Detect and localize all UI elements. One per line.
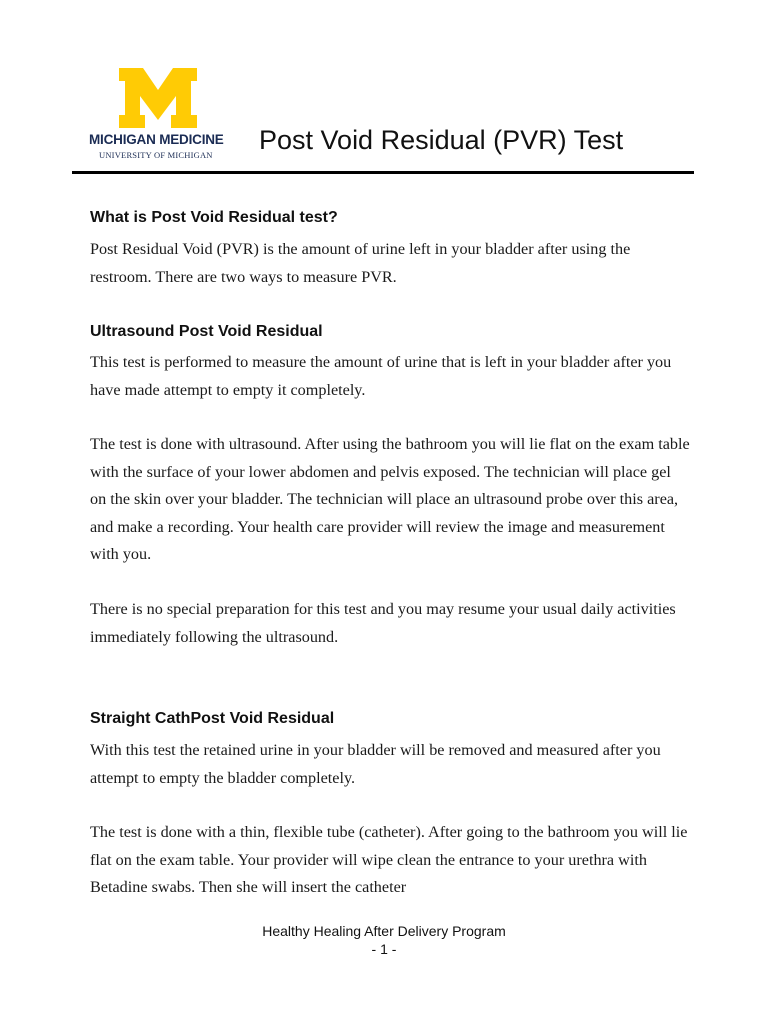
page-number: - 1 - [371,941,397,957]
paragraph: There is no special preparation for this test and you may resume your usual daily activities immediately following the ultrasound. [90,600,676,646]
paragraph: Post Residual Void (PVR) is the amount of urine left in your bladder after using the restroom. There are two ways to measure PVR. [90,240,631,286]
document-title: Post Void Residual (PVR) Test [259,125,624,155]
paragraph: This test is performed to measure the amount of urine that is left in your bladder after you have made attempt to empty it completely. [90,353,672,399]
block-m-icon [119,68,197,128]
logo-name: MICHIGAN MEDICINE [89,132,224,147]
paragraph: With this test the retained urine in your bladder will be removed and measured after you attempt to empty the bladder completely. [90,741,661,787]
section-heading: Ultrasound Post Void Residual [90,323,323,340]
logo-subtitle: UNIVERSITY OF MICHIGAN [99,150,213,160]
section-heading: Straight CathPost Void Residual [90,710,335,727]
paragraph: The test is done with a thin, flexible tube (catheter). After going to the bathroom you will lie flat on the exam table. Your provider will wipe clean the entrance to your urethra with Betadine swabs. Then she will insert the catheter [90,823,688,896]
title-divider [72,171,694,174]
section-heading: What is Post Void Residual test? [90,209,338,226]
paragraph: The test is done with ultrasound. After using the bathroom you will lie flat on the exam table with the surface of your lower abdomen and pelvis exposed. The technician will place gel on the skin over your bladder. The technician will place an ultrasound probe over this area, and make a recording. Your health care provider will review the image and measurement with you. [90,435,690,563]
footer-program: Healthy Healing After Delivery Program [262,923,506,939]
michigan-medicine-logo [89,68,229,160]
